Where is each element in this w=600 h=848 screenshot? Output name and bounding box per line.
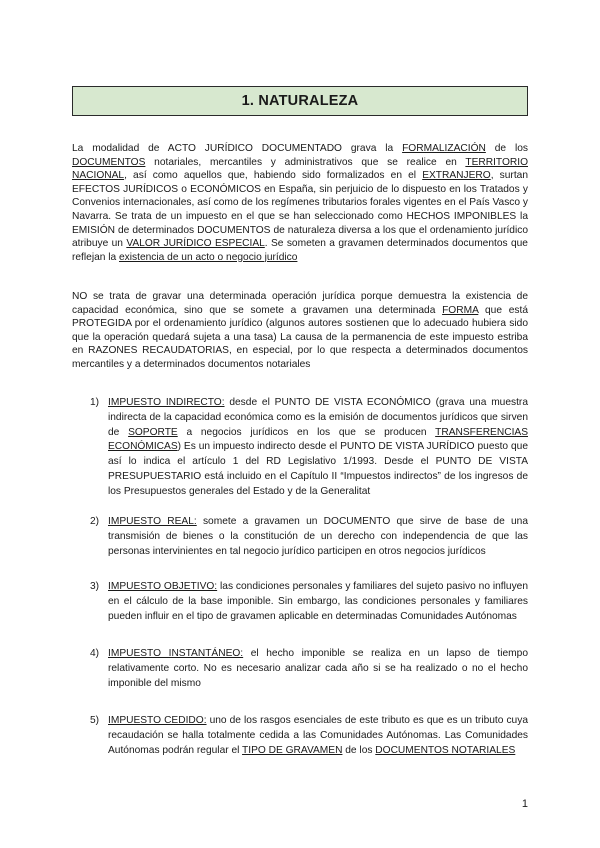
text-run: de los: [485, 143, 529, 154]
list-item-text: [108, 647, 528, 691]
text-run: . Se someten a gravamen determinados documentos que reflejan la: [72, 238, 528, 263]
page-number: 1: [521, 798, 528, 810]
list-item-number: 2): [90, 516, 100, 527]
list-item-number: 4): [90, 648, 100, 659]
paragraph-2-text: [72, 290, 528, 372]
underlined-term: existencia de un acto o negocio jurídico: [119, 251, 298, 263]
paragraph-1: [72, 142, 528, 264]
list-item-1: [90, 396, 528, 500]
underlined-term: TIPO DE GRAVAMEN: [242, 744, 343, 756]
text-run: a negocios jurídicos en los que se producen: [177, 426, 436, 438]
list-item-4: [90, 647, 528, 691]
list-item-number: 1): [90, 397, 100, 408]
text-run: ) Es un impuesto indirecto desde el PUNTO DE VISTA JURÍDICO puesto que así lo indica el artículo 1 del RD Legislativo 1/1993. Desde el PUNTO DE VISTA PRESUPUESTARIO está incluido en el Capítulo II “Impuestos indirectos” de los ingresos de los Presupuestos generales del Estado y de la Generalitat: [108, 441, 528, 497]
list-item-2: [90, 515, 528, 559]
list-item-text: [108, 396, 528, 500]
text-run: desde el PUNTO DE VISTA ECONÓMICO (grava una muestra indirecta de la capacidad económica como es la emisión de documentos jurídicos que sirven de: [108, 397, 528, 438]
list-item-number: 5): [90, 715, 100, 726]
underlined-term: SOPORTE: [128, 426, 178, 438]
text-run: de los: [342, 744, 376, 756]
underlined-term: FORMALIZACIÓN: [402, 143, 486, 154]
text-run: notariales, mercantiles y administrativos que se realice en: [145, 156, 466, 168]
text-run: La modalidad de ACTO JURÍDICO DOCUMENTADO grava la: [72, 143, 403, 154]
section-title-text: 1. NATURALEZA: [241, 93, 359, 109]
underlined-term: IMPUESTO CEDIDO:: [108, 715, 207, 726]
text-run: uno de los rasgos esenciales de este tributo es que es un tributo cuya recaudación se halla totalmente cedida a las Comunidades Autónomas. Las Comunidades Autónomas podrán regular el: [108, 715, 528, 756]
paragraph-1-text: [72, 142, 528, 264]
text-run: el hecho imponible se realiza en un lapso de tiempo relativamente corto. No es necesario analizar cada año si se ha realizado o no el hecho imponible del mismo: [108, 648, 528, 689]
underlined-term: IMPUESTO INDIRECTO:: [108, 397, 225, 408]
underlined-term: IMPUESTO OBJETIVO:: [108, 581, 218, 592]
paragraph-2: [72, 290, 528, 372]
list-item-number: 3): [90, 581, 100, 592]
section-title: [72, 86, 528, 116]
text-run: , así como aquellos que, habiendo sido formalizados en el: [124, 170, 423, 182]
underlined-term: IMPUESTO REAL:: [108, 516, 197, 527]
list-item-text: [108, 580, 528, 624]
underlined-term: TERRITORIO NACIONAL: [72, 156, 528, 182]
list-item-3: [90, 580, 528, 624]
text-run: las condiciones personales y familiares del sujeto pasivo no influyen en el cálculo de la base imponible. Sin embargo, las condiciones personales y familiares pueden influir en el tipo de gravamen aplicable en determinadas Comunidades Autónomas: [108, 581, 528, 622]
underlined-term: VALOR JURÍDICO ESPECIAL: [126, 238, 265, 250]
text-run: NO se trata de gravar una determinada operación jurídica porque demuestra la existencia de capacidad económica, sino que se somete a gravamen una determinada: [72, 291, 528, 316]
text-run: somete a gravamen un DOCUMENTO que sirve de base de una transmisión de bienes o la constitución de un derecho con independencia de que las personas intervinientes en tal negocio jurídico participen en otros negocios jurídicos: [108, 516, 528, 557]
underlined-term: FORMA: [442, 304, 479, 316]
underlined-term: EXTRANJERO: [422, 170, 491, 182]
text-run: , surtan EFECTOS JURÍDICOS o ECONÓMICOS en España, sin perjuicio de lo dispuesto en los Tratados y Convenios internacionales, así como de los regímenes tributarios forales vigentes en el País Vasco y Navarra. Se trata de un impuesto en el que se han seleccionado como HECHOS IMPONIBLES la EMISIÓN de determinados DOCUMENTOS de naturaleza diversa a los que el ordenamiento jurídico atribuye un: [72, 170, 528, 250]
list-item-5: [90, 714, 528, 758]
text-run: que está PROTEGIDA por el ordenamiento jurídico (algunos autores sostienen que lo adecuado hubiera sido que la operación quedará sujeta a una tasa) La causa de la permanencia de este impuesto estriba en RAZONES RECAUDATORIAS, en especial, por lo que respecta a determinados documentos mercantiles y a determinados documentos notariales: [72, 304, 528, 370]
list-item-text: [108, 515, 528, 559]
underlined-term: TRANSFERENCIAS ECONÓMICAS: [108, 426, 528, 453]
underlined-term: DOCUMENTOS: [72, 156, 146, 168]
underlined-term: IMPUESTO INSTANTÁNEO:: [108, 648, 244, 659]
underlined-term: DOCUMENTOS NOTARIALES: [375, 744, 516, 756]
list-item-text: [108, 714, 528, 758]
